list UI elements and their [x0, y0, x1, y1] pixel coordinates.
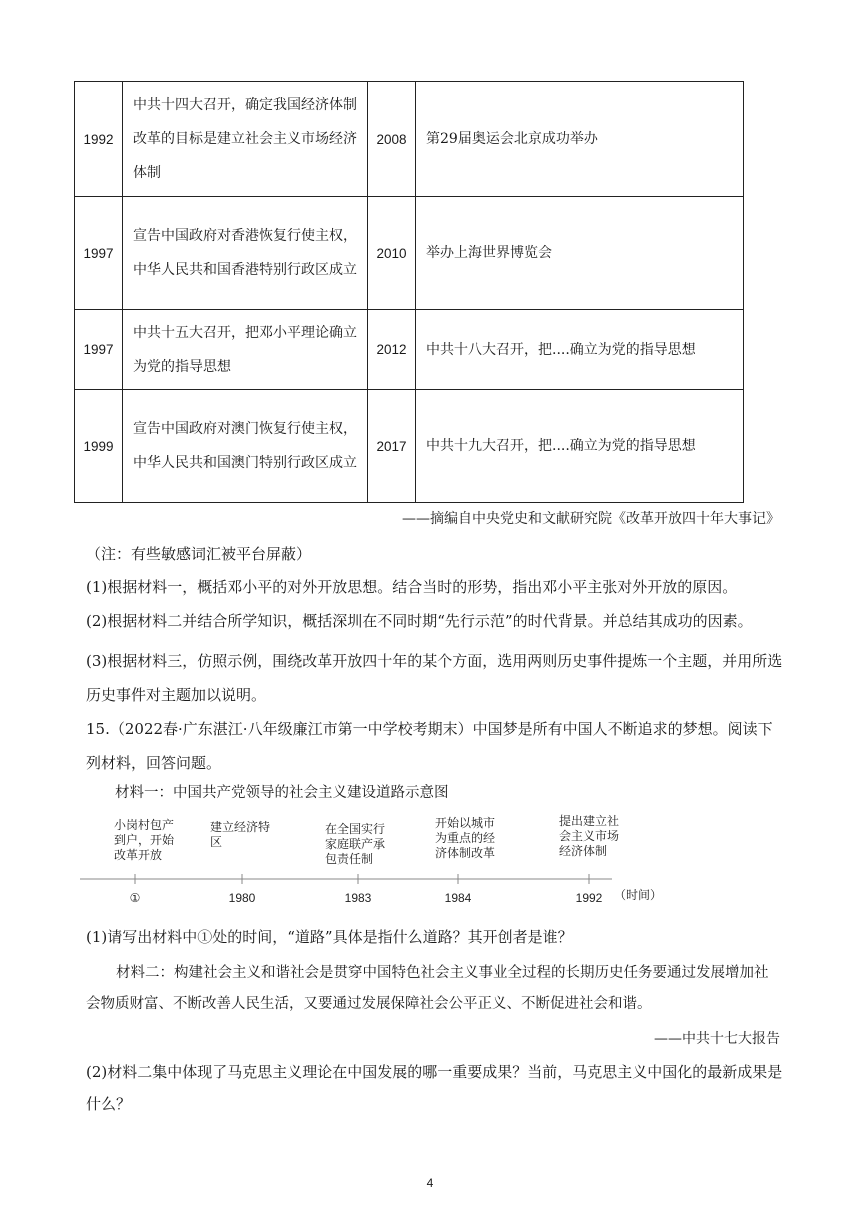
- question-1: (1)根据材料一，概括邓小平的对外开放思想。结合当时的形势，指出邓小平主张对外开放的原因。: [86, 578, 738, 596]
- year-cell: 2008: [368, 82, 416, 197]
- event-cell: 中共十八大召开，把....确立为党的指导思想: [416, 310, 744, 390]
- sub-question-1: (1)请写出材料中①处的时间，“道路”具体是指什么道路？其开创者是谁？: [86, 928, 573, 946]
- timeline-axis-unit: （时间）: [613, 888, 663, 902]
- sub-question-2: (2)材料二集中体现了马克思主义理论在中国发展的哪一重要成果？当前，马克思主义中国化的最新成果是什么？: [86, 1063, 783, 1113]
- source-citation: ——中共十七大报告: [654, 1031, 780, 1047]
- timeline-diagram: [78, 808, 698, 908]
- timeline-label: 在全国实行 家庭联产承 包责任制: [325, 822, 386, 866]
- timeline-label: 建立经济特 区: [210, 820, 271, 849]
- timeline-year: ①: [129, 891, 141, 905]
- timeline-year: 1992: [575, 891, 603, 905]
- note: （注：有些敏感词汇被平台屏蔽）: [86, 545, 312, 563]
- material-2-text: 材料二：构建社会主义和谐社会是贯穿中国特色社会主义事业全过程的长期历史任务要通过发展增加社会物质财富、不断改善人民生活，又要通过发展保障社会公平正义、不断促进社会和谐。: [86, 965, 769, 1012]
- timeline-label: 小岗村包产 到户，开始 改革开放: [114, 818, 175, 862]
- timeline-label: 提出建立社 会主义市场 经济体制: [559, 814, 620, 858]
- event-cell: 宣告中国政府对香港恢复行使主权，中华人民共和国香港特别行政区成立: [123, 197, 368, 310]
- table-row: [75, 390, 744, 503]
- event-cell: 举办上海世界博览会: [416, 197, 744, 310]
- event-cell: 第29届奥运会北京成功举办: [416, 82, 744, 197]
- year-cell: 1992: [75, 82, 123, 197]
- question-3: (3)根据材料三，仿照示例，围绕改革开放四十年的某个方面，选用两则历史事件提炼一个主题，并用所选历史事件对主题加以说明。: [86, 652, 783, 704]
- year-cell: 2017: [368, 390, 416, 503]
- material-1-caption: 材料一：中国共产党领导的社会主义建设道路示意图: [115, 785, 449, 801]
- timeline-year: 1984: [444, 891, 472, 905]
- table-row: [75, 82, 744, 197]
- year-cell: 1997: [75, 197, 123, 310]
- events-table: [74, 81, 744, 503]
- year-cell: 2012: [368, 310, 416, 390]
- event-cell: 中共十五大召开，把邓小平理论确立为党的指导思想: [123, 310, 368, 390]
- year-cell: 2010: [368, 197, 416, 310]
- table-row: [75, 197, 744, 310]
- page-number: 4: [426, 1176, 434, 1190]
- timeline-year: 1983: [344, 891, 372, 905]
- source-citation: ——摘编自中央党史和文献研究院《改革开放四十年大事记》: [402, 511, 780, 527]
- year-cell: 1997: [75, 310, 123, 390]
- event-cell: 宣告中国政府对澳门恢复行使主权，中华人民共和国澳门特别行政区成立: [123, 390, 368, 503]
- year-cell: 1999: [75, 390, 123, 503]
- event-cell: 中共十九大召开，把....确立为党的指导思想: [416, 390, 744, 503]
- timeline-label: 开始以城市 为重点的经 济体制改革: [435, 816, 496, 860]
- event-cell: 中共十四大召开，确定我国经济体制改革的目标是建立社会主义市场经济体制: [123, 82, 368, 197]
- timeline-year: 1980: [228, 891, 256, 905]
- table-row: [75, 310, 744, 390]
- question-2: (2)根据材料二并结合所学知识，概括深圳在不同时期“先行示范”的时代背景。并总结其成功的因素。: [86, 612, 753, 630]
- question-15-intro: 15.（2022春·广东湛江·八年级廉江市第一中学校考期末）中国梦是所有中国人不断追求的梦想。阅读下列材料，回答问题。: [86, 720, 773, 772]
